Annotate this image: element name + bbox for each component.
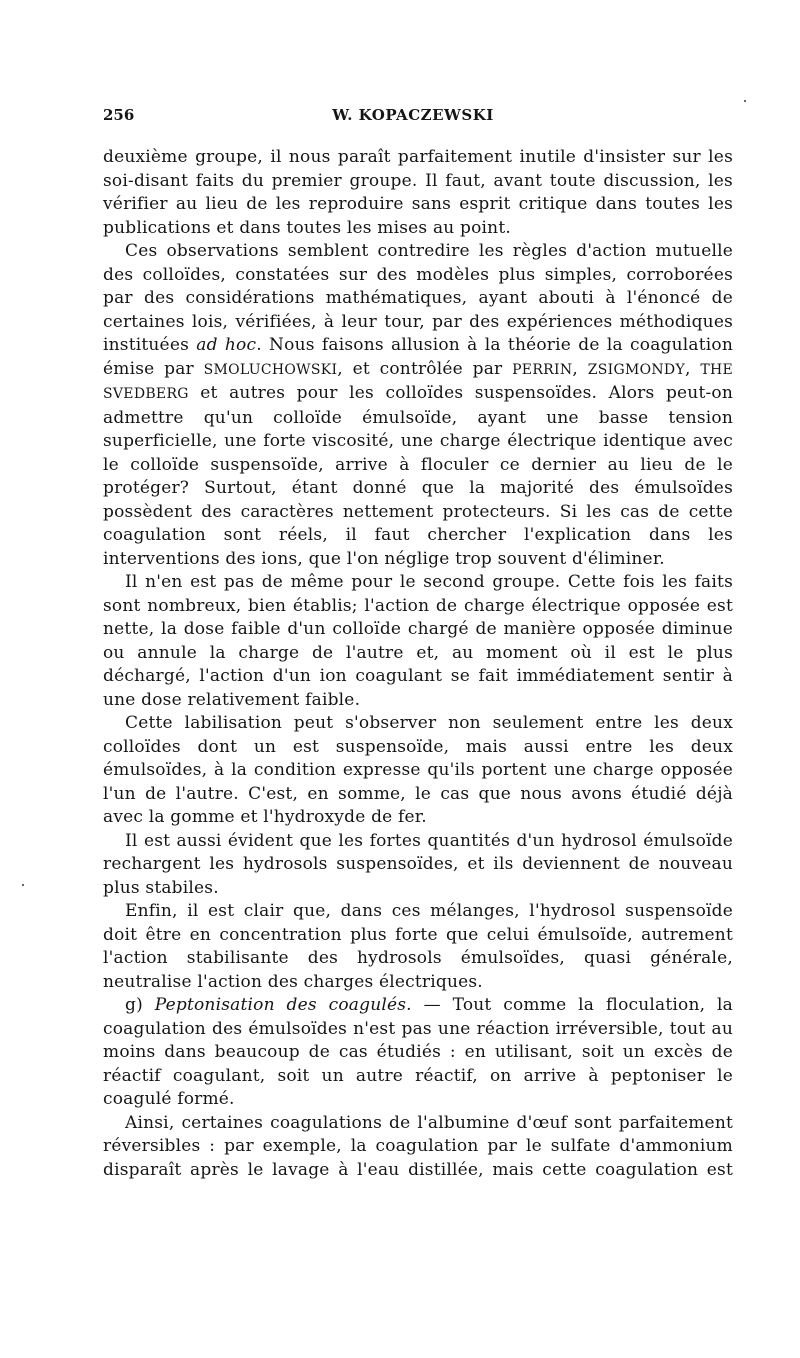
p2-ad-hoc: ad hoc [196, 335, 257, 355]
paragraph-3: Il n'en est pas de même pour le second groupe. Cette fois les faits sont nombreux, bien établis; l'action de charge électrique opposée est nette, la dose faible d'un colloïde chargé de manière opposée diminue ou annule la charge de l'autre et, au moment où il est le plus déchargé, l'action d'un ion coagulant se fait immédiatement sentir à une dose relativement faible. [103, 572, 733, 710]
p2-author-zsigmondy: ZSIGMONDY [587, 361, 685, 378]
body-text [103, 146, 733, 1182]
paragraph-6: Enfin, il est clair que, dans ces mélanges, l'hydrosol suspensoïde doit être en concentration plus forte que celui émulsoïde, autrement l'action stabilisante des hydrosols émulsoïdes, quasi générale, neutralise l'action des charges électriques. [103, 901, 733, 992]
speck-top-right [744, 100, 746, 102]
paragraph-5: Il est aussi évident que les fortes quantités d'un hydrosol émulsoïde rechargent les hydrosols suspensoïdes, et ils deviennent de nouveau plus stabiles. [103, 830, 733, 898]
p2-text-i: , [684, 358, 701, 379]
p2-author-perrin: PERRIN [512, 361, 573, 378]
book-page [103, 106, 733, 1182]
paragraph-1: deuxième groupe, il nous paraît parfaitement inutile d'insister sur les soi-disant faits du premier groupe. Il faut, avant toute discussion, les vérifier au lieu de les reproduire sans esprit critique dans toutes les publications et dans toutes les mises au point. [103, 147, 733, 238]
page-header [103, 106, 733, 130]
p2-text-e: , et contrôlée par [337, 358, 513, 379]
p2-text-c: . Nous faisons allusion à la théorie de la coagulation émise par [103, 335, 734, 379]
running-head-author: W. KOPACZEWSKI [332, 106, 494, 124]
paragraph-2 [103, 240, 733, 571]
p2-text-g: , [572, 358, 588, 379]
speck-left-margin [22, 884, 24, 886]
section-title: Peptonisation des coagulés. [154, 995, 412, 1015]
page-number: 256 [103, 106, 135, 124]
p2-author-svedberg: THE SVEDBERG [103, 361, 733, 402]
paragraph-8: Ainsi, certaines coagulations de l'albumine d'œuf sont parfaitement réversibles : par exemple, la coagulation par le sulfate d'ammonium disparaît après le lavage à l'eau distillée, mais cette coagulation est [103, 1112, 733, 1180]
p2-text-a: Ces observations semblent contredire les règles d'action mutuelle des colloïdes, constatées sur des modèles plus simples, corroborées par des considérations mathématiques, ayant abouti à l'énoncé de certaines lois, vérifiées, à leur tour, par des expériences méthodiques instituées [103, 241, 733, 355]
p2-text-k: et autres pour les colloïdes suspensoïdes. Alors peut-on admettre qu'un colloïde émulsoïde, ayant une basse tension superficielle, une forte viscosité, une charge électrique identique avec le colloïde suspensoïde, arrive à floculer ce dernier au lieu de le protéger? Surtout, étant donné que la majorité des émulsoïdes possèdent des caractères nettement protecteurs. Si les cas de cette coagulation sont réels, il faut chercher l'explication dans les interventions des ions, que l'on néglige trop souvent d'éliminer. [103, 383, 733, 569]
paragraph-4: Cette labilisation peut s'observer non seulement entre les deux colloïdes dont un est suspensoïde, mais aussi entre les deux émulsoïdes, à la condition expresse qu'ils portent une charge opposée l'un de l'autre. C'est, en somme, le cas que nous avons étudié déjà avec la gomme et l'hydroxyde de fer. [103, 713, 733, 827]
section-label: g) [125, 995, 155, 1015]
section-text: — Tout comme la floculation, la coagulation des émulsoïdes n'est pas une réaction irréversible, tout au moins dans beaucoup de cas étudiés : en utilisant, soit un excès de réactif coagulant, soit un autre réactif, on arrive à peptoniser le coagulé formé. [103, 995, 733, 1109]
p2-author-smoluchowski: SMOLUCHOWSKI [203, 361, 338, 378]
paragraph-7-section-g [103, 994, 733, 1112]
